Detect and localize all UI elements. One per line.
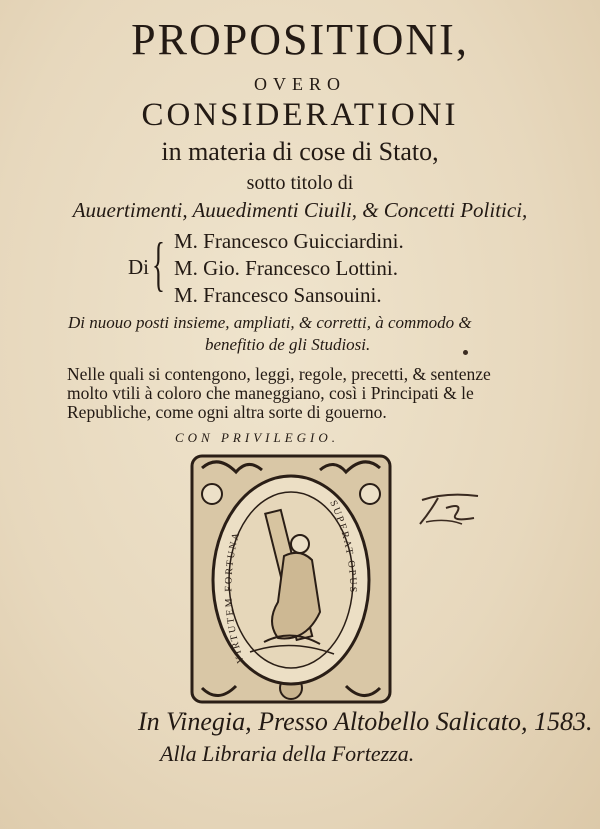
author-guicciardini: M. Francesco Guicciardini. <box>174 229 404 253</box>
authors-prefix: Di <box>128 255 149 279</box>
body-text-line-1: Nelle quali si contengono, leggi, regole, precetti, & sentenze <box>67 364 491 384</box>
author-sansouini: M. Francesco Sansouini. <box>174 283 382 307</box>
putto-left-icon <box>202 484 222 504</box>
subtitle-under-title: sotto titolo di <box>246 172 354 194</box>
device-motto-left: VIRTUTEM FORTUNA <box>223 529 247 665</box>
device-motto-right: SUPERAT OPUS <box>327 498 359 595</box>
subtitle-works: Auuertimenti, Auuedimenti Ciuili, & Concetti Politici, <box>72 198 528 222</box>
subtitle-subject: in materia di cose di Stato, <box>161 137 439 166</box>
manuscript-signature-icon <box>416 488 486 530</box>
privilege-line: CON PRIVILEGIO. <box>175 430 339 445</box>
author-lottini: M. Gio. Francesco Lottini. <box>174 256 398 280</box>
brace-icon: { <box>152 231 165 297</box>
italic-note-line-1: Di nuouo posti insieme, ampliati, & corretti, à commodo & <box>68 313 472 332</box>
printers-device-woodcut <box>188 452 394 706</box>
title-ovvero: OVERO <box>254 74 346 94</box>
body-text-line-3: Republiche, come ogni altra sorte di gouerno. <box>67 402 387 422</box>
putto-right-icon <box>360 484 380 504</box>
authors-block <box>128 229 488 307</box>
imprint-shop: Alla Libraria della Fortezza. <box>160 741 415 766</box>
ink-spot-icon <box>463 350 468 355</box>
secondary-title: CONSIDERATIONI <box>141 97 459 133</box>
italic-note-line-2: benefitio de gli Studiosi. <box>205 335 371 354</box>
main-title: PROPOSITIONI, <box>131 15 469 64</box>
imprint-place-printer: In Vinegia, Presso Altobello Salicato, 1583. <box>138 707 593 736</box>
body-text-line-2: molto vtili à coloro che maneggiano, così i Principati & le <box>67 383 474 403</box>
